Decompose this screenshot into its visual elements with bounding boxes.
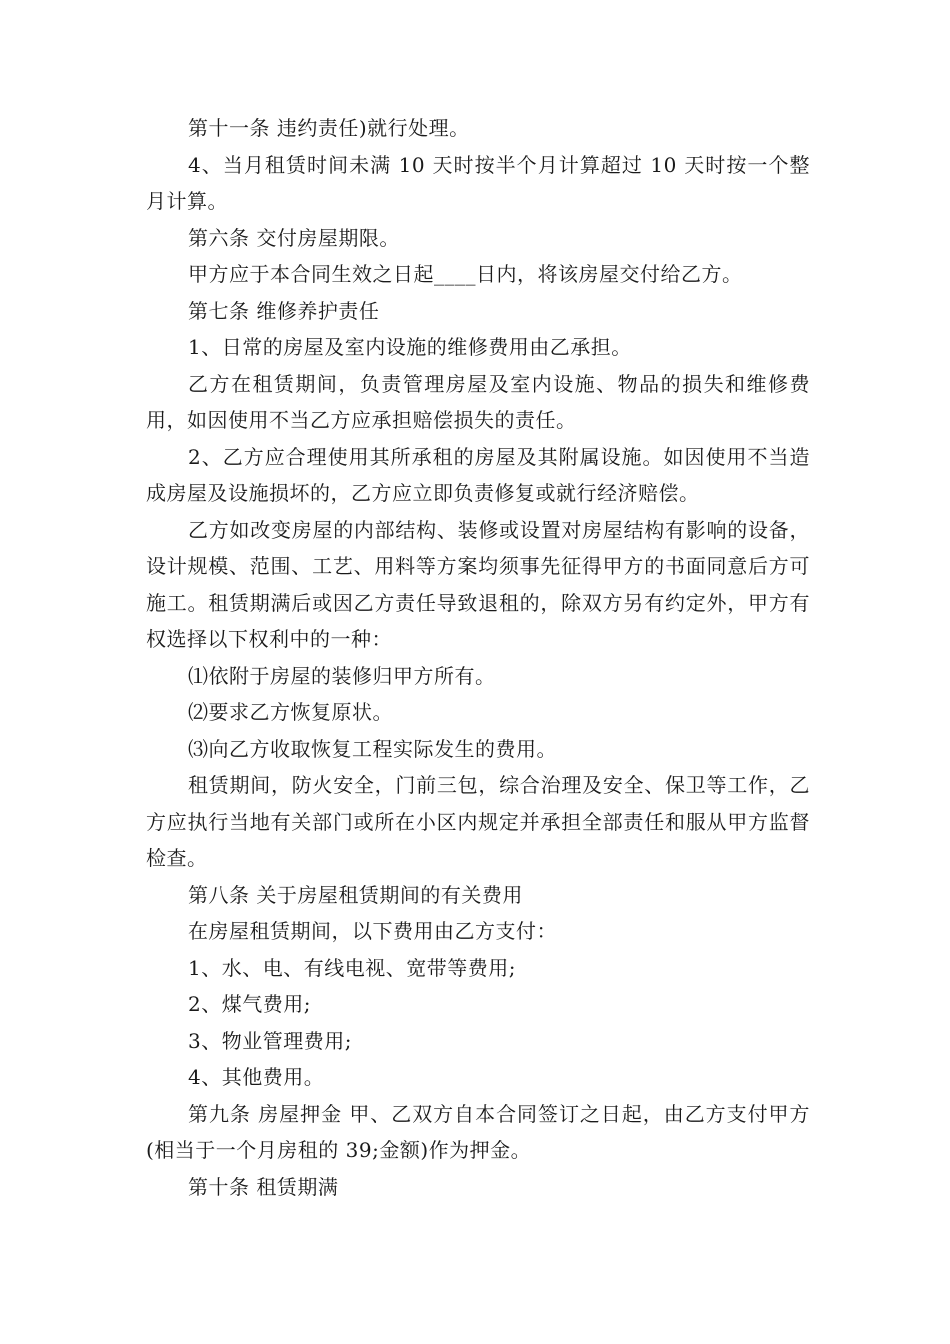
heading-article-7: 第七条 维修养护责任	[188, 298, 380, 323]
paragraph-delivery-deadline: 甲方应于本合同生效之日起____日内，将该房屋交付给乙方。	[188, 262, 743, 286]
heading-article-10: 第十条 租赁期满	[188, 1174, 339, 1199]
paragraph-tenant-management: 乙方在租赁期间，负责管理房屋及室内设施、物品的损失和维修费用，如因使用不当乙方应承担赔偿损失的责任。	[146, 371, 810, 432]
paragraph-fees-intro: 在房屋租赁期间，以下费用由乙方支付：	[188, 919, 557, 943]
document-body	[146, 110, 810, 1205]
paragraph-option-2: ⑵要求乙方恢复原状。	[188, 700, 393, 724]
paragraph-structural-changes: 乙方如改变房屋的内部结构、装修或设置对房屋结构有影响的设备，设计规模、范围、工艺、用料等方案均须事先征得甲方的书面同意后方可施工。租赁期满后或因乙方责任导致退租的，除双方另有约定外，甲方有权选择以下权利中的一种：	[146, 517, 810, 651]
paragraph-rent-period-calculation: 4、当月租赁时间未满 10 天时按半个月计算超过 10 天时按一个整月计算。	[146, 152, 810, 213]
paragraph-daily-maintenance: 1、日常的房屋及室内设施的维修费用由乙承担。	[188, 335, 632, 359]
paragraph-option-3: ⑶向乙方收取恢复工程实际发生的费用。	[188, 736, 557, 761]
paragraph-article-11-liability: 第十一条 违约责任)就行处理。	[188, 116, 470, 140]
list-item-fee-2: 2、煤气费用;	[188, 992, 311, 1016]
paragraph-proper-use: 2、乙方应合理使用其所承租的房屋及其附属设施。如因使用不当造成房屋及设施损坏的，乙方应立即负责修复或就行经济赔偿。	[146, 444, 810, 505]
paragraph-option-1: ⑴依附于房屋的装修归甲方所有。	[188, 663, 496, 688]
list-item-fee-3: 3、物业管理费用;	[188, 1028, 352, 1053]
paragraph-article-9-deposit: 第九条 房屋押金 甲、乙双方自本合同签订之日起，由乙方支付甲方(相当于一个月房租的 39;金额)作为押金。	[146, 1101, 810, 1162]
heading-article-8: 第八条 关于房屋租赁期间的有关费用	[188, 882, 523, 907]
paragraph-safety-duties: 租赁期间，防火安全，门前三包，综合治理及安全、保卫等工作，乙方应执行当地有关部门或所在小区内规定并承担全部责任和服从甲方监督检查。	[146, 773, 810, 870]
list-item-fee-1: 1、水、电、有线电视、宽带等费用;	[188, 955, 516, 980]
heading-article-6: 第六条 交付房屋期限。	[188, 225, 400, 250]
list-item-fee-4: 4、其他费用。	[188, 1065, 325, 1089]
